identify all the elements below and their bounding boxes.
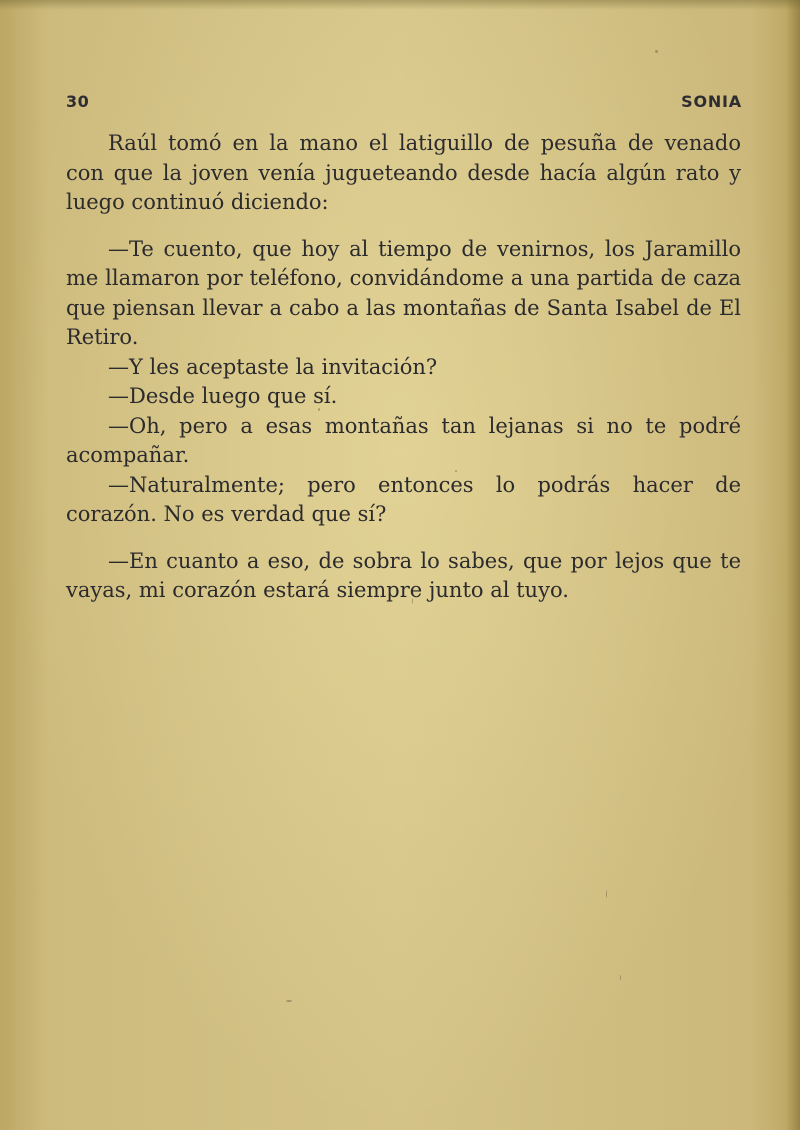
- running-title: SONIA: [681, 92, 742, 111]
- paragraph: —En cuanto a eso, de sobra lo sabes, que por lejos que te vayas, mi corazón estará siempre junto al tuyo.: [66, 548, 741, 602]
- paragraph: —Y les aceptaste la invitación?: [108, 354, 438, 379]
- page-top-shadow: [0, 0, 800, 10]
- paper-speck: [286, 1000, 292, 1002]
- page-number: 30: [66, 92, 90, 111]
- paragraph: —Te cuento, que hoy al tiempo de venirnos, los Jaramillo me llamaron por teléfono, convidándome a una partida de caza que piensan llevar a cabo a las montañas de Santa Isabel de El Retiro.: [66, 236, 741, 349]
- body-text: [66, 129, 741, 606]
- paragraph: —Naturalmente; pero entonces lo podrás hacer de corazón. No es verdad que sí?: [66, 472, 741, 526]
- paper-speck: [455, 470, 457, 472]
- paper-speck: [655, 50, 658, 53]
- paragraph: —Oh, pero a esas montañas tan lejanas si no te podré acompañar.: [66, 413, 741, 467]
- paragraph: —Desde luego que sí.: [108, 384, 338, 408]
- page-edge-shadow: [786, 0, 800, 1130]
- paper-speck: [620, 975, 621, 980]
- paragraph: Raúl tomó en la mano el latiguillo de pesuña de venado con que la joven venía jugueteando desde hacía algún rato y luego continuó diciendo:: [66, 131, 741, 214]
- paper-speck: [606, 890, 607, 898]
- paper-speck: [318, 408, 320, 411]
- paper-speck: [412, 598, 413, 604]
